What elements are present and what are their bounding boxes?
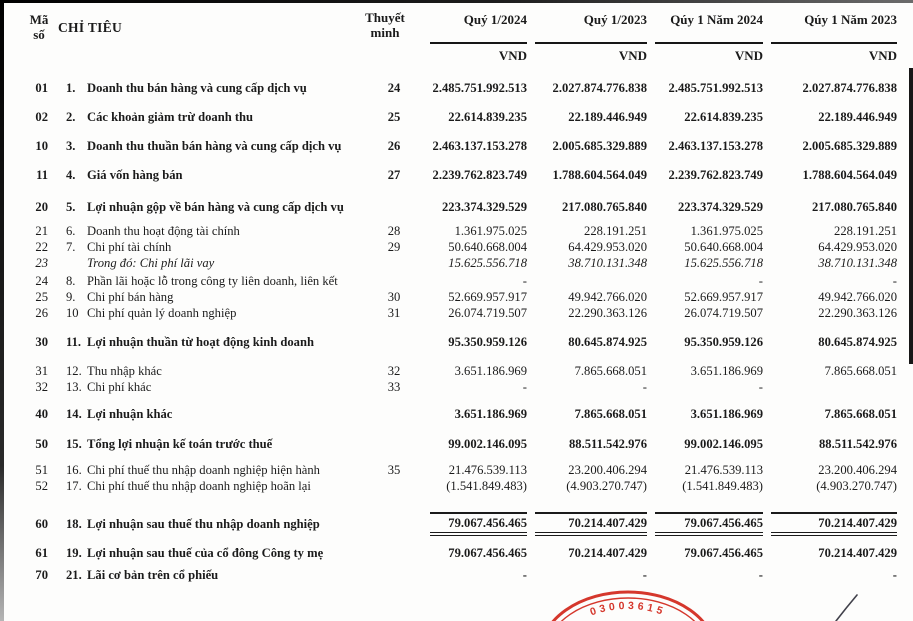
row-label <box>48 80 366 96</box>
row-note-ref <box>366 406 422 422</box>
row-value-ytd-2023: 217.080.765.840 <box>811 200 897 214</box>
row-item-number: 4. <box>66 168 76 182</box>
row-value-q1-2023 <box>535 273 647 289</box>
row-note-ref: 25 <box>387 110 401 124</box>
currency-label: VND <box>618 48 647 63</box>
row-label-text: Chi phí thuế thu nhập doanh nghiệp hoãn lại <box>87 479 311 493</box>
row-label-text: Chi phí quản lý doanh nghiệp <box>87 306 237 320</box>
row-value-q1-2023: 23.200.406.294 <box>568 463 647 477</box>
row-value-ytd-2024: 223.374.329.529 <box>677 200 763 214</box>
row-code: 01 <box>35 81 48 95</box>
table-row <box>0 545 897 561</box>
row-label-text: Phần lãi hoặc lỗ trong công ty liên doanh, liên kết <box>87 274 338 288</box>
row-code: 11 <box>36 168 48 182</box>
row-value-q1-2023: 1.788.604.564.049 <box>552 168 647 182</box>
row-value-ytd-2024: 52.669.957.917 <box>684 290 763 304</box>
row-label <box>48 478 366 494</box>
table-row <box>0 255 897 271</box>
row-value-q1-2024: 22.614.839.235 <box>448 110 527 124</box>
row-value-ytd-2024: 79.067.456.465 <box>684 546 763 560</box>
row-note-ref <box>366 512 422 536</box>
row-value-q1-2024: 1.361.975.025 <box>454 224 527 238</box>
row-code: 51 <box>35 463 48 477</box>
row-label-text: Lợi nhuận sau thuế của cổ đông Công ty mẹ <box>87 546 324 560</box>
row-note-ref <box>366 478 422 494</box>
row-value-ytd-2023 <box>771 379 897 395</box>
row-label-text: Doanh thu bán hàng và cung cấp dịch vụ <box>87 81 307 95</box>
row-value-ytd-2023: 23.200.406.294 <box>818 463 897 477</box>
row-label <box>48 138 366 154</box>
row-note-ref: 27 <box>387 168 401 182</box>
row-label <box>48 462 366 478</box>
row-value-q1-2024: 52.669.957.917 <box>448 290 527 304</box>
row-code: 02 <box>35 110 48 124</box>
row-label <box>48 379 366 395</box>
table-row <box>0 223 897 239</box>
table-row <box>0 379 897 395</box>
row-value-q1-2023: 22.189.446.949 <box>568 110 647 124</box>
table-row <box>0 289 897 305</box>
row-item-number: 13. <box>66 380 82 394</box>
header-code-line1: Mã <box>29 12 49 27</box>
table-rows <box>0 80 897 583</box>
seal-number: 03003615 <box>588 599 668 619</box>
row-value-q1-2024: 26.074.719.507 <box>448 306 527 320</box>
row-value-q1-2024: 50.640.668.004 <box>448 240 527 254</box>
row-label-text: Chi phí bán hàng <box>87 290 174 304</box>
row-value-q1-2024: - <box>522 380 527 394</box>
row-note-ref: 29 <box>387 240 401 254</box>
row-value-ytd-2023: 70.214.407.429 <box>818 546 897 560</box>
row-note-ref: 35 <box>387 463 401 477</box>
row-item-number: 17. <box>66 479 82 493</box>
row-item-number: 3. <box>66 139 76 153</box>
row-value-ytd-2024: 2.485.751.992.513 <box>668 81 763 95</box>
row-code: 24 <box>35 274 48 288</box>
row-label-text: Lãi cơ bản trên cổ phiếu <box>87 568 219 582</box>
row-value-ytd-2023: 2.027.874.776.838 <box>802 81 897 95</box>
row-value-ytd-2024: 3.651.186.969 <box>690 407 763 421</box>
header-code-line2: số <box>33 27 45 42</box>
row-value-ytd-2023: - <box>892 568 897 582</box>
row-value-q1-2023: 38.710.131.348 <box>568 256 647 270</box>
scan-edge-top <box>0 0 913 3</box>
row-value-q1-2024: 99.002.146.095 <box>448 437 527 451</box>
row-item-number: 12. <box>66 364 82 378</box>
row-item-number: 15. <box>66 437 82 451</box>
row-code: 23 <box>35 256 48 270</box>
header-period-q1-2024 <box>430 12 527 64</box>
row-code: 52 <box>35 479 48 493</box>
row-value-q1-2024: 21.476.539.113 <box>448 463 527 477</box>
row-item-number: 10 <box>66 306 79 320</box>
row-value-q1-2024: 3.651.186.969 <box>454 364 527 378</box>
row-code: 30 <box>35 335 48 349</box>
table-row <box>0 363 897 379</box>
row-note-ref <box>366 567 422 583</box>
row-value-ytd-2024: 3.651.186.969 <box>690 364 763 378</box>
period-label: Quý 1/2024 <box>463 12 527 27</box>
row-item-number: 18. <box>66 517 82 531</box>
row-note-ref: 28 <box>387 224 401 238</box>
header-period-ytd-2023 <box>771 12 897 64</box>
row-item-number: 21. <box>66 568 82 582</box>
row-label-text: Thu nhập khác <box>87 364 162 378</box>
row-value-ytd-2024: 95.350.959.126 <box>684 335 763 349</box>
row-note-ref <box>366 436 422 452</box>
row-value-ytd-2024: 79.067.456.465 <box>655 512 763 536</box>
table-row <box>0 109 897 125</box>
header-note-line1: Thuyết <box>365 10 405 25</box>
row-item-number: 5. <box>66 200 76 214</box>
row-value-ytd-2024: 1.361.975.025 <box>690 224 763 238</box>
row-label <box>48 199 366 215</box>
row-label-text: Chi phí khác <box>87 380 152 394</box>
row-code: 25 <box>35 290 48 304</box>
row-label-text: Doanh thu hoạt động tài chính <box>87 224 240 238</box>
row-value-q1-2024: 3.651.186.969 <box>454 407 527 421</box>
row-value-ytd-2023: 22.290.363.126 <box>818 306 897 320</box>
row-value-q1-2023: 7.865.668.051 <box>574 407 647 421</box>
row-label <box>48 239 366 255</box>
row-label <box>48 223 366 239</box>
header-period-q1-2023 <box>535 12 647 64</box>
row-value-q1-2023: 7.865.668.051 <box>574 364 647 378</box>
row-code: 22 <box>35 240 48 254</box>
row-value-q1-2023: 22.290.363.126 <box>568 306 647 320</box>
row-item-number: 8. <box>66 274 76 288</box>
company-seal-stamp <box>533 582 723 621</box>
table-row <box>0 567 897 583</box>
table-row <box>0 273 897 289</box>
row-label-text: Các khoản giảm trừ doanh thu <box>87 110 254 124</box>
row-value-ytd-2024: - <box>758 274 763 288</box>
row-value-ytd-2024: - <box>758 568 763 582</box>
row-note-ref: 33 <box>387 380 401 394</box>
row-value-q1-2023: 80.645.874.925 <box>568 335 647 349</box>
row-value-q1-2024: - <box>522 568 527 582</box>
row-label-text: Lợi nhuận khác <box>87 407 173 421</box>
row-value-q1-2023: (4.903.270.747) <box>566 479 647 493</box>
row-value-ytd-2023: 49.942.766.020 <box>818 290 897 304</box>
row-value-ytd-2024: (1.541.849.483) <box>682 479 763 493</box>
row-label <box>48 273 366 289</box>
row-note-ref: 32 <box>387 364 401 378</box>
row-label <box>48 305 366 321</box>
row-label <box>48 406 366 422</box>
row-value-ytd-2023: 88.511.542.976 <box>818 437 897 451</box>
table-row <box>0 436 897 452</box>
row-label <box>48 334 366 350</box>
row-note-ref: 30 <box>387 290 401 304</box>
header-period-columns <box>0 12 897 64</box>
row-value-ytd-2023: (4.903.270.747) <box>816 479 897 493</box>
row-item-number: 14. <box>66 407 82 421</box>
table-row <box>0 80 897 96</box>
row-value-q1-2023: 70.214.407.429 <box>535 512 647 536</box>
row-label <box>48 109 366 125</box>
header-item-column: CHỈ TIÊU <box>58 20 123 35</box>
row-code: 20 <box>35 200 48 214</box>
row-value-q1-2023: - <box>642 568 647 582</box>
row-value-q1-2024: 95.350.959.126 <box>448 335 527 349</box>
table-row <box>0 199 897 215</box>
row-item-number: 11. <box>66 335 82 349</box>
row-item-number: 19. <box>66 546 82 560</box>
row-label <box>48 167 366 183</box>
table-row <box>0 462 897 478</box>
table-row <box>0 478 897 494</box>
table-row <box>0 138 897 154</box>
header-period-ytd-2024 <box>655 12 763 64</box>
row-item-number: 1. <box>66 81 76 95</box>
table-row <box>0 305 897 321</box>
row-value-ytd-2024: 2.239.762.823.749 <box>668 168 763 182</box>
row-label <box>48 436 366 452</box>
row-value-q1-2024: 223.374.329.529 <box>441 200 527 214</box>
row-label-text: Lợi nhuận thuần từ hoạt động kinh doanh <box>87 335 314 349</box>
row-value-q1-2023: 88.511.542.976 <box>568 437 647 451</box>
row-item-number: 16. <box>66 463 82 477</box>
row-code: 50 <box>35 437 48 451</box>
row-label-text: Chi phí tài chính <box>87 240 172 254</box>
header-note-line2: minh <box>370 25 400 40</box>
row-value-ytd-2023: 1.788.604.564.049 <box>802 168 897 182</box>
row-label <box>48 363 366 379</box>
scan-edge-right <box>909 68 913 364</box>
row-label <box>48 289 366 305</box>
row-note-ref: 26 <box>387 139 401 153</box>
row-label-text: Trong đó: Chi phí lãi vay <box>87 256 215 270</box>
row-code: 60 <box>35 517 48 531</box>
row-label-text: Giá vốn hàng bán <box>87 168 183 182</box>
row-note-ref: 31 <box>387 306 401 320</box>
row-label-text: Chi phí thuế thu nhập doanh nghiệp hiện hành <box>87 463 320 477</box>
row-value-q1-2023: 70.214.407.429 <box>568 546 647 560</box>
row-value-ytd-2023: 7.865.668.051 <box>824 364 897 378</box>
row-value-ytd-2023: 22.189.446.949 <box>818 110 897 124</box>
row-value-q1-2024: - <box>522 274 527 288</box>
row-code: 26 <box>35 306 48 320</box>
row-value-q1-2024: 2.239.762.823.749 <box>432 168 527 182</box>
currency-label: VND <box>498 48 527 63</box>
row-note-ref: 24 <box>387 81 401 95</box>
row-label <box>48 512 366 536</box>
row-label-text: Lợi nhuận sau thuế thu nhập doanh nghiệp <box>87 517 320 531</box>
table-row <box>0 406 897 422</box>
row-value-q1-2023: 2.027.874.776.838 <box>552 81 647 95</box>
row-value-q1-2023: 217.080.765.840 <box>561 200 647 214</box>
table-row <box>0 167 897 183</box>
row-code: 32 <box>35 380 48 394</box>
row-note-ref <box>366 199 422 215</box>
row-code: 61 <box>35 546 48 560</box>
row-label-text: Doanh thu thuần bán hàng và cung cấp dịch vụ <box>87 139 342 153</box>
row-label-text: Lợi nhuận gộp về bán hàng và cung cấp dịch vụ <box>87 200 344 214</box>
row-item-number: 6. <box>66 224 76 238</box>
row-value-ytd-2024: - <box>758 380 763 394</box>
row-note-ref <box>366 545 422 561</box>
row-code: 31 <box>35 364 48 378</box>
row-item-number: 2. <box>66 110 76 124</box>
row-label <box>48 567 366 583</box>
row-value-ytd-2024: 50.640.668.004 <box>684 240 763 254</box>
row-value-ytd-2023: 228.191.251 <box>834 224 897 238</box>
table-row <box>0 512 897 536</box>
currency-label: VND <box>734 48 763 63</box>
row-value-ytd-2024: 22.614.839.235 <box>684 110 763 124</box>
row-value-q1-2024: 15.625.556.718 <box>448 256 527 270</box>
table-row <box>0 239 897 255</box>
row-value-ytd-2024: 26.074.719.507 <box>684 306 763 320</box>
row-note-ref <box>366 255 422 271</box>
row-value-ytd-2024: 21.476.539.113 <box>684 463 763 477</box>
row-value-ytd-2024: 2.463.137.153.278 <box>668 139 763 153</box>
row-value-q1-2023: - <box>642 380 647 394</box>
row-label-text: Tổng lợi nhuận kế toán trước thuế <box>87 437 273 451</box>
row-value-ytd-2023: 38.710.131.348 <box>818 256 897 270</box>
row-code: 70 <box>35 568 48 582</box>
row-code: 10 <box>35 139 48 153</box>
row-note-ref <box>366 334 422 350</box>
row-label <box>48 545 366 561</box>
row-value-ytd-2023: 2.005.685.329.889 <box>802 139 897 153</box>
period-label: Qúy 1 Năm 2023 <box>804 12 897 27</box>
header-spacer <box>0 12 422 64</box>
row-value-q1-2023: 49.942.766.020 <box>568 290 647 304</box>
row-value-ytd-2023: - <box>892 274 897 288</box>
row-value-ytd-2024: 15.625.556.718 <box>684 256 763 270</box>
row-value-q1-2024: 2.485.751.992.513 <box>432 81 527 95</box>
period-label: Qúy 1 Năm 2024 <box>670 12 763 27</box>
period-label: Quý 1/2023 <box>583 12 647 27</box>
row-item-number: 9. <box>66 290 76 304</box>
row-value-q1-2023: 2.005.685.329.889 <box>552 139 647 153</box>
pen-mark <box>828 592 872 621</box>
row-value-q1-2023: 64.429.953.020 <box>568 240 647 254</box>
row-value-ytd-2024: 99.002.146.095 <box>684 437 763 451</box>
row-value-q1-2023: 228.191.251 <box>584 224 647 238</box>
row-value-q1-2024: 2.463.137.153.278 <box>432 139 527 153</box>
svg-text:03003615 <box>588 600 667 618</box>
row-value-q1-2024: (1.541.849.483) <box>446 479 527 493</box>
row-label <box>48 255 366 271</box>
row-value-ytd-2023: 70.214.407.429 <box>771 512 897 536</box>
row-note-ref <box>366 273 422 289</box>
currency-label: VND <box>868 48 897 63</box>
row-value-q1-2024: 79.067.456.465 <box>430 512 527 536</box>
row-value-ytd-2023: 7.865.668.051 <box>824 407 897 421</box>
table-row <box>0 334 897 350</box>
row-item-number: 7. <box>66 240 76 254</box>
row-value-ytd-2023: 80.645.874.925 <box>818 335 897 349</box>
row-code: 40 <box>35 407 48 421</box>
row-value-q1-2024: 79.067.456.465 <box>448 546 527 560</box>
row-value-ytd-2023: 64.429.953.020 <box>818 240 897 254</box>
row-code: 21 <box>35 224 48 238</box>
